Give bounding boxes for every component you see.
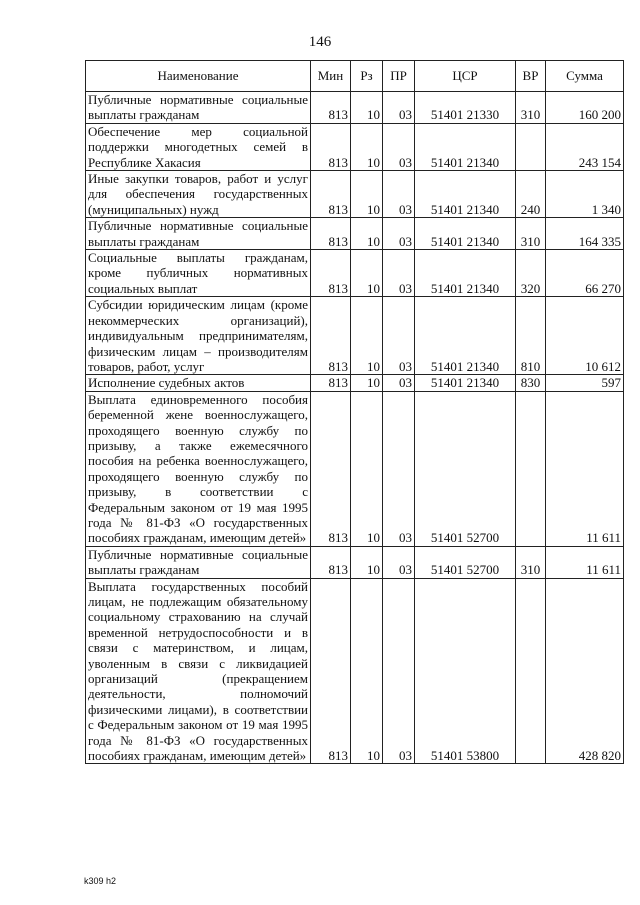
cell-csr: 51401 21340	[415, 250, 516, 297]
cell-vr: 320	[516, 250, 546, 297]
cell-csr: 51401 21340	[415, 297, 516, 375]
header-sum: Сумма	[546, 61, 624, 92]
cell-rz: 10	[351, 250, 383, 297]
cell-min: 813	[311, 123, 351, 170]
cell-pr: 03	[383, 578, 415, 764]
cell-pr: 03	[383, 391, 415, 546]
table-row	[86, 250, 624, 297]
table-row	[86, 92, 624, 124]
cell-min: 813	[311, 218, 351, 250]
cell-pr: 03	[383, 297, 415, 375]
cell-sum: 10 612	[546, 297, 624, 375]
cell-name: Иные закупки товаров, работ и услуг для обеспечения государственных (муниципальных) нужд	[86, 171, 311, 218]
cell-pr: 03	[383, 92, 415, 124]
cell-sum: 66 270	[546, 250, 624, 297]
cell-csr: 51401 53800	[415, 578, 516, 764]
cell-sum: 1 340	[546, 171, 624, 218]
cell-name: Публичные нормативные социальные выплаты гражданам	[86, 546, 311, 578]
cell-pr: 03	[383, 123, 415, 170]
cell-sum: 164 335	[546, 218, 624, 250]
cell-min: 813	[311, 375, 351, 391]
cell-sum: 428 820	[546, 578, 624, 764]
cell-name: Выплата единовременного пособия беременной жене военнослужащего, проходящего военную службу по призыву, а также ежемесячного пособия на ребенка военнослужащего, проходящего военную службу по призыву, в соответствии с Федеральным законом от 19 мая 1995 года № 81-ФЗ «О государственных пособиях гражданам, имеющим детей»	[86, 391, 311, 546]
cell-rz: 10	[351, 123, 383, 170]
cell-rz: 10	[351, 546, 383, 578]
cell-pr: 03	[383, 250, 415, 297]
cell-rz: 10	[351, 297, 383, 375]
cell-csr: 51401 52700	[415, 391, 516, 546]
cell-rz: 10	[351, 578, 383, 764]
cell-name: Исполнение судебных актов	[86, 375, 311, 391]
cell-min: 813	[311, 297, 351, 375]
cell-csr: 51401 21340	[415, 123, 516, 170]
cell-pr: 03	[383, 171, 415, 218]
cell-csr: 51401 21340	[415, 218, 516, 250]
cell-vr: 810	[516, 297, 546, 375]
cell-vr	[516, 123, 546, 170]
cell-sum: 243 154	[546, 123, 624, 170]
budget-table	[85, 60, 624, 764]
cell-vr	[516, 578, 546, 764]
cell-min: 813	[311, 250, 351, 297]
cell-vr: 240	[516, 171, 546, 218]
cell-rz: 10	[351, 375, 383, 391]
page-number: 146	[308, 34, 332, 50]
cell-vr: 830	[516, 375, 546, 391]
cell-min: 813	[311, 391, 351, 546]
cell-sum: 160 200	[546, 92, 624, 124]
cell-vr: 310	[516, 546, 546, 578]
cell-min: 813	[311, 578, 351, 764]
cell-csr: 51401 21340	[415, 171, 516, 218]
cell-csr: 51401 21330	[415, 92, 516, 124]
table-header-row	[86, 61, 624, 92]
cell-min: 813	[311, 92, 351, 124]
cell-vr	[516, 391, 546, 546]
header-pr: ПР	[383, 61, 415, 92]
header-name: Наименование	[86, 61, 311, 92]
table-row	[86, 123, 624, 170]
cell-vr: 310	[516, 218, 546, 250]
cell-rz: 10	[351, 171, 383, 218]
cell-pr: 03	[383, 546, 415, 578]
cell-name: Публичные нормативные социальные выплаты гражданам	[86, 218, 311, 250]
cell-csr: 51401 21340	[415, 375, 516, 391]
table-row	[86, 375, 624, 391]
cell-rz: 10	[351, 92, 383, 124]
table-row	[86, 546, 624, 578]
cell-pr: 03	[383, 218, 415, 250]
header-min: Мин	[311, 61, 351, 92]
cell-csr: 51401 52700	[415, 546, 516, 578]
table-row	[86, 218, 624, 250]
table-row	[86, 578, 624, 764]
cell-pr: 03	[383, 375, 415, 391]
cell-name: Субсидии юридическим лицам (кроме некоммерческих организаций), индивидуальным предпринимателям, физическим лицам – производителям товаров, работ, услуг	[86, 297, 311, 375]
table-row	[86, 171, 624, 218]
cell-name: Обеспечение мер социальной поддержки многодетных семей в Республике Хакасия	[86, 123, 311, 170]
cell-min: 813	[311, 171, 351, 218]
cell-name: Социальные выплаты гражданам, кроме публичных нормативных социальных выплат	[86, 250, 311, 297]
cell-vr: 310	[516, 92, 546, 124]
header-rz: Рз	[351, 61, 383, 92]
header-csr: ЦСР	[415, 61, 516, 92]
table-row	[86, 297, 624, 375]
cell-sum: 597	[546, 375, 624, 391]
cell-name: Публичные нормативные социальные выплаты гражданам	[86, 92, 311, 124]
footer-code: k309 h2	[84, 876, 117, 886]
cell-name: Выплата государственных пособий лицам, не подлежащим обязательному социальному страхованию на случай временной нетрудоспособности и в связи с материнством, и лицам, уволенным в связи с ликвидацией организаций (прекращением деятельности, полномочий физическими лицами), в соответствии с Федеральным законом от 19 мая 1995 года № 81-ФЗ «О государственных пособиях гражданам, имеющим детей»	[86, 578, 311, 764]
cell-rz: 10	[351, 218, 383, 250]
cell-rz: 10	[351, 391, 383, 546]
cell-sum: 11 611	[546, 546, 624, 578]
cell-sum: 11 611	[546, 391, 624, 546]
cell-min: 813	[311, 546, 351, 578]
header-vr: ВР	[516, 61, 546, 92]
table-row	[86, 391, 624, 546]
